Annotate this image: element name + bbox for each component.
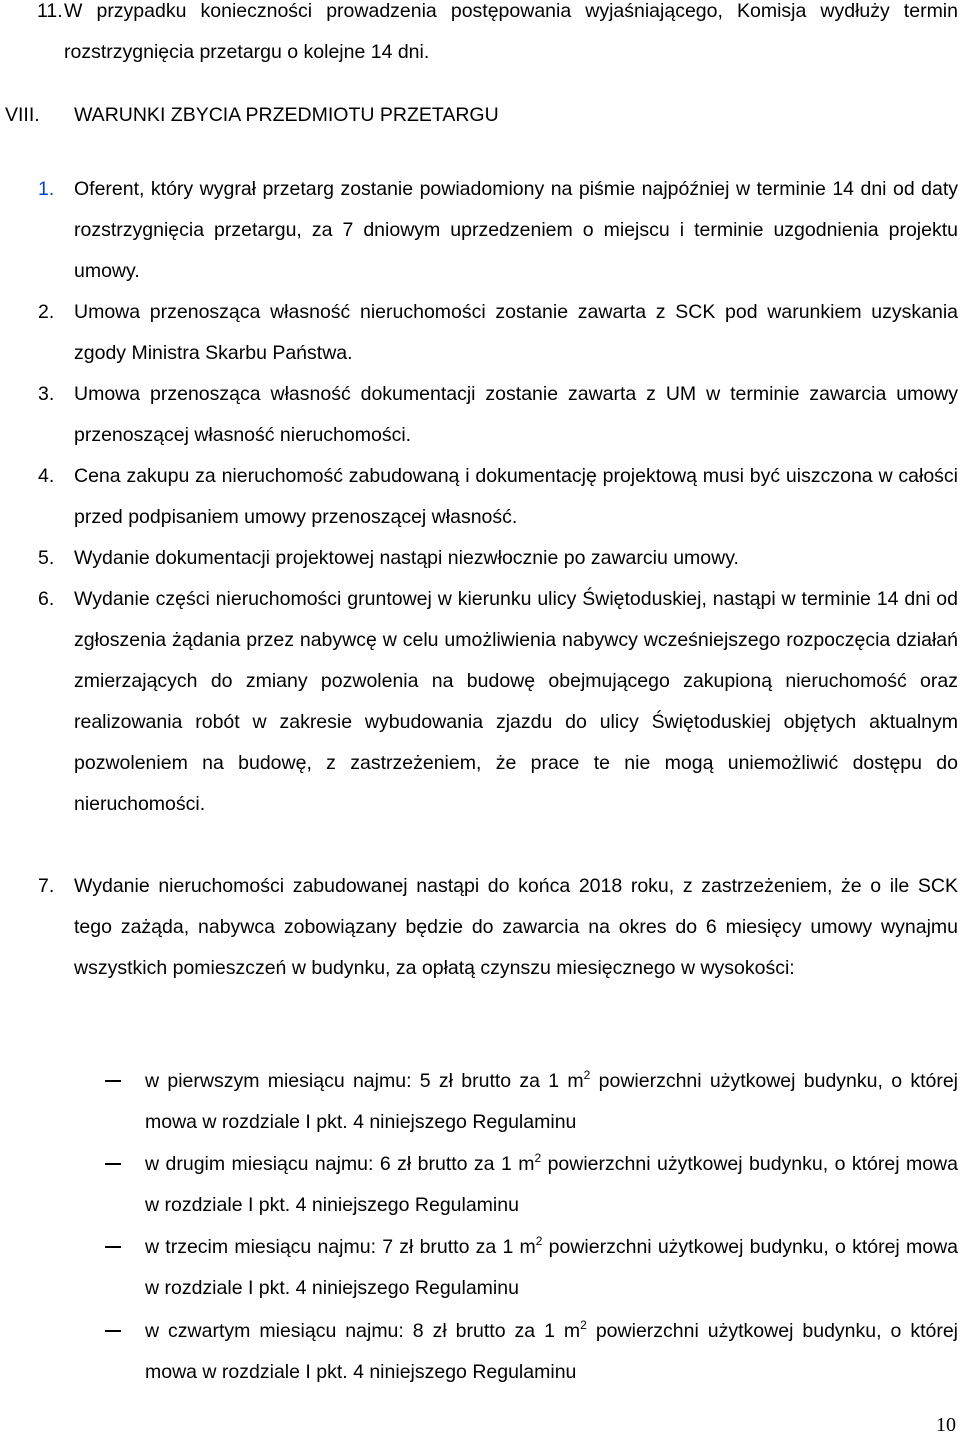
section-title: WARUNKI ZBYCIA PRZEDMIOTU PRZETARGU — [74, 104, 499, 126]
item-number: 5. — [38, 547, 55, 569]
item-text: Umowa przenosząca własność nieruchomości zostanie zawarta z SCK pod warunkiem uzyskania zgody Ministra Skarbu Państwa. — [74, 301, 958, 364]
dash-bullet-icon — [105, 1163, 121, 1165]
item-text: W przypadku konieczności prowadzenia postępowania wyjaśniającego, Komisja wydłuży termin rozstrzygnięcia przetargu o kolejne 14 dni. — [64, 0, 958, 63]
dash-bullet-icon — [105, 1246, 121, 1248]
item-number: 3. — [38, 383, 55, 405]
item-text: Wydanie dokumentacji projektowej nastąpi niezwłocznie po zawarciu umowy. — [74, 547, 739, 569]
item-number: 6. — [38, 588, 55, 610]
bullet-text: w czwartym miesiącu najmu: 8 zł brutto za 1 $m^2$ powierzchni użytkowej budynku, o której mowa w rozdziale I pkt. 4 niniejszego Regulaminu — [145, 1317, 959, 1383]
section-number: VIII. — [5, 104, 40, 126]
item-text: Cena zakupu za nieruchomość zabudowaną i dokumentację projektową musi być uiszczona w całości przed podpisaniem umowy przenoszącej własność. — [74, 465, 958, 528]
item-number: 4. — [38, 465, 55, 487]
item-text: Wydanie nieruchomości zabudowanej nastąpi do końca 2018 roku, z zastrzeżeniem, że o ile SCK tego zażąda, nabywca zobowiązany będzie do zawarcia na okres do 6 miesięcy umowy wynajmu wszystkich pomieszczeń w budynku, za opłatą czynszu miesięcznego w wysokości: — [74, 875, 958, 979]
item-number: 7. — [38, 875, 55, 897]
item-number: 2. — [38, 301, 55, 323]
item-text: Oferent, który wygrał przetarg zostanie powiadomiony na piśmie najpóźniej w terminie 14 dni od daty rozstrzygnięcia przetargu, za 7 dniowym uprzedzeniem o miejscu i terminie uzgodnienia projektu umowy. — [74, 178, 958, 282]
item-text: Umowa przenosząca własność dokumentacji zostanie zawarta z UM w terminie zawarcia umowy przenoszącej własność nieruchomości. — [74, 383, 958, 446]
item-text: Wydanie części nieruchomości gruntowej w kierunku ulicy Świętoduskiej, nastąpi w terminie 14 dni od zgłoszenia żądania przez nabywcę w celu umożliwienia nabywcy wcześniejszego rozpoczęcia działań zmierzających do zmiany pozwolenia na budowę obejmującego zakupioną nieruchomość oraz realizowania robót w zakresie wybudowania zjazdu do ulicy Świętoduskiej objętych aktualnym pozwoleniem na budowę, z zastrzeżeniem, że prace te nie mogą uniemożliwić dostępu do nieruchomości. — [74, 588, 958, 815]
bullet-text: w drugim miesiącu najmu: 6 zł brutto za 1 $m^2$ powierzchni użytkowej budynku, o której mowa w rozdziale I pkt. 4 niniejszego Regulaminu — [145, 1150, 958, 1216]
page-number: 10 — [936, 1414, 956, 1436]
item-number: 1. — [38, 178, 55, 200]
bullet-text: w pierwszym miesiącu najmu: 5 zł brutto za 1 $m^2$ powierzchni użytkowej budynku, o której mowa w rozdziale I pkt. 4 niniejszego Regulaminu — [145, 1067, 958, 1133]
item-number: 11. — [37, 0, 63, 22]
dash-bullet-icon — [105, 1330, 121, 1332]
dash-bullet-icon — [105, 1080, 121, 1082]
bullet-text: w trzecim miesiącu najmu: 7 zł brutto za 1 $m^2$ powierzchni użytkowej budynku, o której mowa w rozdziale I pkt. 4 niniejszego Regulaminu — [145, 1233, 958, 1299]
